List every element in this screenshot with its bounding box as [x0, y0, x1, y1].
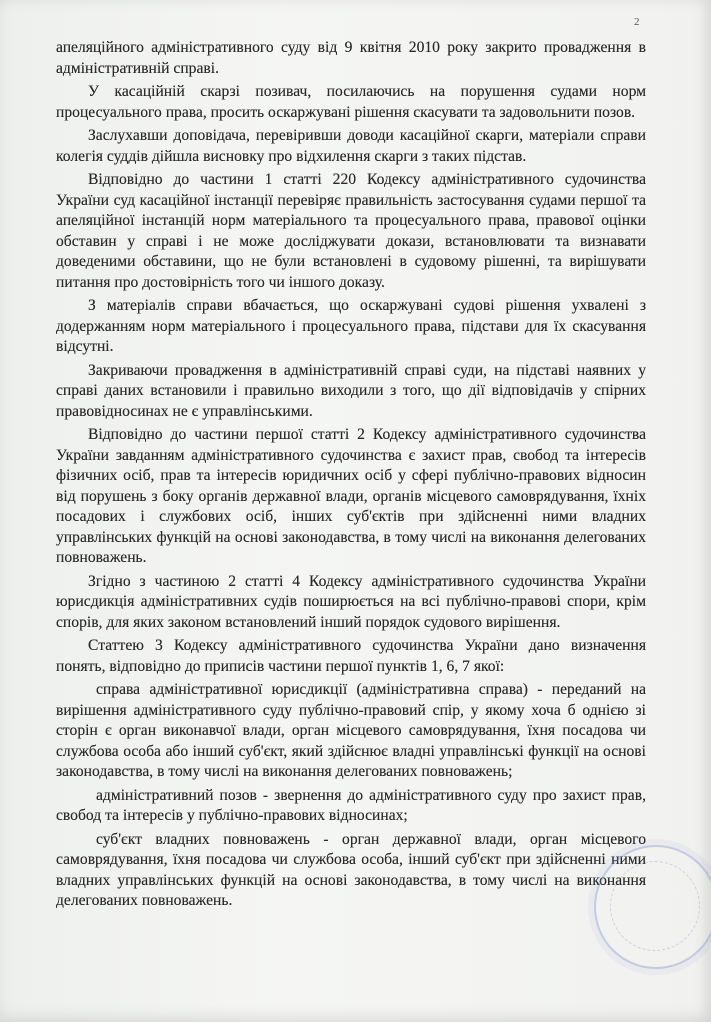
- paragraph-8: Згідно з частиною 2 статті 4 Кодексу адміністративного судочинства України юрисдикція адміністративних судів поширюється на всі публічно-правові спори, крім спорів, для яких законом встановлений інший порядок судового вирішення.: [56, 572, 646, 631]
- paragraph-5: З матеріалів справи вбачається, що оскаржувані судові рішення ухвалені з додержанням норм матеріального і процесуального права, підстави для їх скасування відсутні.: [56, 297, 646, 355]
- paragraph-6: Закриваючи провадження в адміністративній справі суди, на підставі наявних у справі даних встановили і правильно виходили з того, що дії відповідачів у спірних правовідносинах не є управлінськими.: [56, 361, 646, 420]
- paragraph-3: Заслухавши доповідача, перевіривши доводи касаційної скарги, матеріали справи колегія суддів дійшла висновку про відхилення скарги з таких підстав.: [56, 127, 646, 165]
- official-stamp: [594, 845, 711, 969]
- page-number: 2: [634, 16, 640, 28]
- paragraph-7: Відповідно до частини першої статті 2 Кодексу адміністративного судочинства України завданням адміністративного судочинства є захист прав, свобод та інтересів фізичних осіб, прав та інтересів юридичних осіб у сфері публічно-правових відносин від порушень з боку органів державної влади, органів місцевого самоврядування, їхніх посадових і службових осіб, інших суб'єктів при здійсненні ними владних управлінських функцій на основі законодавства, в тому числі на виконання делегованих повноважень.: [56, 426, 646, 566]
- document-body: [56, 38, 646, 915]
- paragraph-9: Статтею 3 Кодексу адміністративного судочинства України дано визначення понять, відповідно до приписів частини першої пунктів 1, 6, 7 якої:: [56, 637, 646, 675]
- paragraph-1: апеляційного адміністративного суду від 9 квітня 2010 року закрито провадження в адміністративній справі.: [56, 39, 646, 77]
- definition-2: адміністративний позов - звернення до адміністративного суду про захист прав, свобод та інтересів у публічно-правових відносинах;: [56, 786, 646, 824]
- stamp-inner-ring: [610, 861, 700, 951]
- paragraph-2: У касаційній скарзі позивач, посилаючись на порушення судами норм процесуального права, просить оскаржувані рішення скасувати та задовольнити позов.: [56, 83, 646, 121]
- definition-3: суб'єкт владних повноважень - орган державної влади, орган місцевого самоврядування, їхня посадова чи службова особа, інший суб'єкт при здійсненні ними владних управлінських функцій на основі законодавства, в тому числі на виконання делегованих повноважень.: [56, 830, 646, 909]
- definition-1: справа адміністративної юрисдикції (адміністративна справа) - переданий на вирішення адміністративного суду публічно-правовий спір, у якому хоча б однією зі сторін є орган виконавчої влади, орган місцевого самоврядування, їхня посадова чи службова особа або інший суб'єкт, який здійснює владні управлінські функції на основі законодавства, в тому числі на виконання делегованих повноважень;: [56, 681, 646, 780]
- paragraph-4: Відповідно до частини 1 статті 220 Кодексу адміністративного судочинства України суд касаційної інстанції перевіряє правильність застосування судами першої та апеляційної інстанцій норм матеріального та процесуального права, правової оцінки обставин у справі і не може досліджувати докази, встановлювати та визнавати доведеними обставини, що не були встановлені в судовому рішенні, та вирішувати питання про достовірність того чи іншого доказу.: [56, 171, 646, 291]
